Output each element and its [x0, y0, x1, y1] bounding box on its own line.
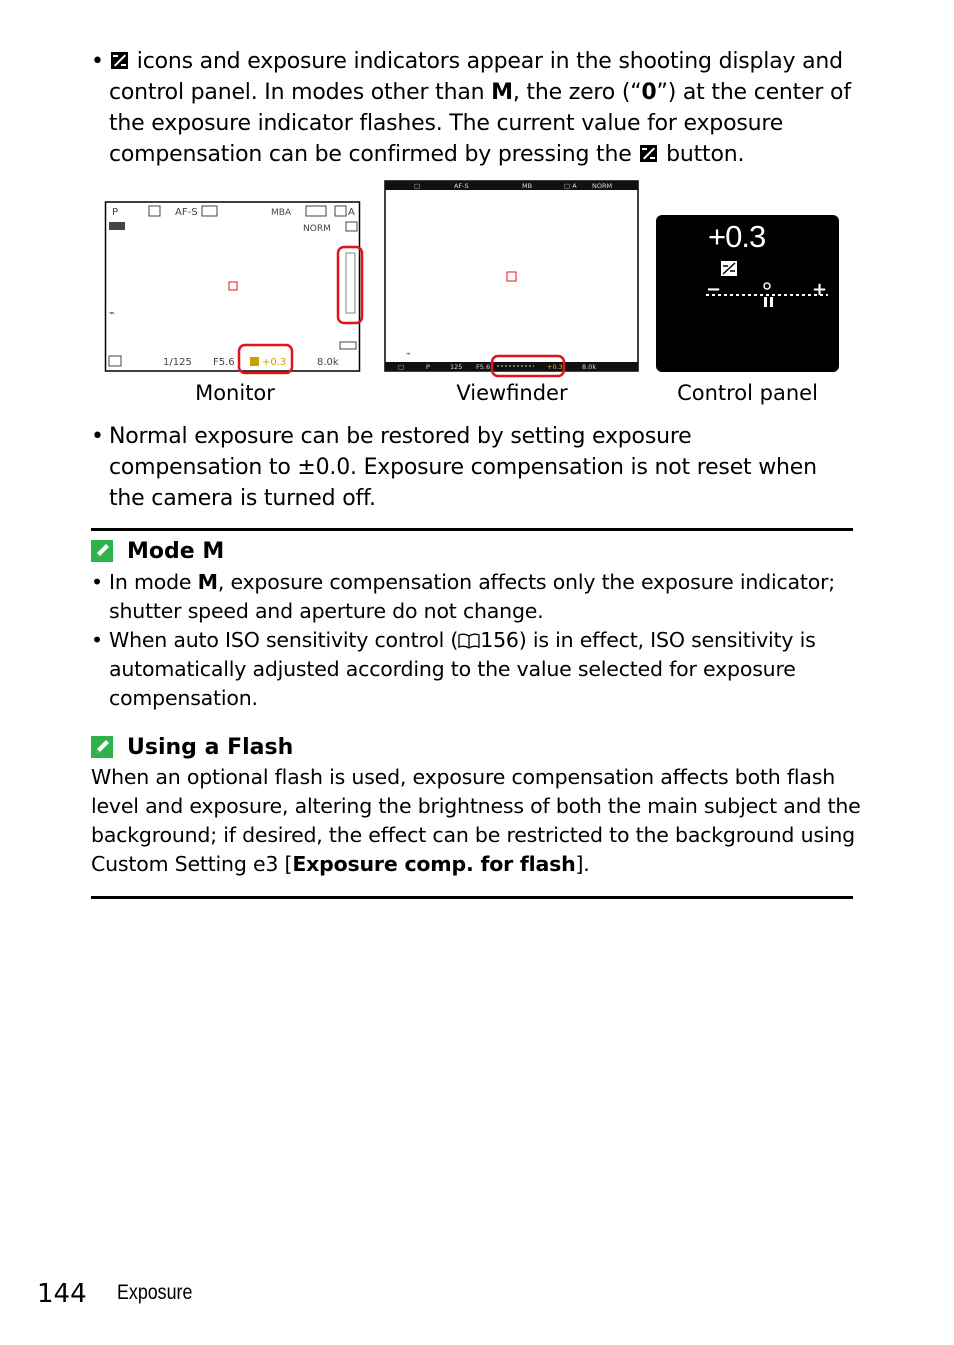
- control-panel-ev-value: +0.3: [708, 219, 766, 254]
- bullet-text: Normal exposure can be restored by setting exposure compensation to ±0.0. Exposure compensation is not reset when the camera is turned off.: [109, 424, 817, 511]
- svg-text:▢: ▢: [398, 363, 405, 371]
- note-mode-m-heading: [91, 536, 224, 567]
- monitor-aperture: F5.6: [213, 357, 235, 368]
- svg-text:A: A: [348, 207, 355, 218]
- control-panel-minus: −: [706, 279, 722, 300]
- pencil-note-icon: [91, 736, 113, 758]
- note-flash-heading: [91, 732, 293, 763]
- bullet-text: When auto ISO sensitivity control ( 156) is in effect, ISO sensitivity is automatically adjusted according to the value selected for exposure compensation.: [109, 628, 816, 710]
- svg-text:⌁: ⌁: [109, 308, 116, 319]
- bullet-dot: •: [91, 424, 104, 449]
- svg-text:▢: ▢: [414, 182, 421, 190]
- svg-text:AF-S: AF-S: [454, 182, 469, 190]
- note-mode-m-item-2: [91, 626, 851, 713]
- monitor-af-mode: AF-S: [175, 207, 198, 218]
- control-panel-figure: [656, 215, 839, 372]
- bullet-dot: •: [91, 49, 104, 74]
- exposure-compensation-icon: [111, 52, 128, 69]
- viewfinder-mode: P: [426, 363, 430, 371]
- control-panel-ev-icon: [721, 261, 737, 276]
- book-reference-icon: [458, 633, 480, 649]
- divider-top: [91, 528, 853, 531]
- control-panel-plus: +: [812, 279, 828, 300]
- control-panel-caption: Control panel: [677, 381, 818, 405]
- monitor-shutter: 1/125: [163, 357, 192, 368]
- svg-text:▢ A: ▢ A: [564, 182, 577, 190]
- monitor-caption: Monitor: [195, 381, 275, 405]
- note-flash-body: When an optional flash is used, exposure compensation affects both flash level and exposure, altering the brightness of both the main subject and the background; if desired, the effect can be restricted to the background using Custom Setting e3 [Exposure comp. for flash].: [91, 765, 861, 876]
- monitor-quality: NORM: [303, 224, 331, 234]
- bullet-exposure-icons: [91, 46, 851, 170]
- svg-text:ΜΒ: ΜΒ: [522, 182, 533, 190]
- svg-text:⌁: ⌁: [406, 349, 411, 358]
- bullet-normal-exposure: [91, 421, 851, 514]
- divider-bottom: [91, 896, 853, 899]
- viewfinder-ev-value: +0.3: [547, 363, 563, 371]
- note-mode-m-title: Mode M: [127, 539, 225, 564]
- monitor-ev-value: +0.3: [262, 357, 287, 368]
- note-flash-title: Using a Flash: [127, 735, 294, 760]
- exposure-compensation-button-icon: [640, 145, 657, 162]
- page-number: 144: [37, 1279, 87, 1309]
- bullet-text: icons and exposure indicators appear in the shooting display and control panel. In modes other than M, the zero (“0”) at the center of the exposure indicator flashes. The current value for exposure compensation can be confirmed by pressing the button.: [109, 49, 851, 167]
- viewfinder-remaining: 8.0k: [582, 363, 597, 371]
- monitor-figure: [105, 201, 361, 373]
- monitor-remaining: 8.0k: [317, 357, 339, 368]
- pencil-note-icon: [91, 540, 113, 562]
- section-name: Exposure: [117, 1281, 193, 1304]
- bullet-dot: •: [91, 570, 104, 594]
- bullet-dot: •: [91, 628, 104, 652]
- bullet-text: In mode M, exposure compensation affects only the exposure indicator; shutter speed and aperture do not change.: [109, 570, 836, 623]
- note-mode-m-item-1: [91, 568, 851, 626]
- svg-text:ΜΒΑ: ΜΒΑ: [271, 208, 292, 218]
- viewfinder-figure: [384, 180, 640, 373]
- svg-text:NORM: NORM: [592, 182, 613, 190]
- viewfinder-caption: Viewfinder: [456, 381, 568, 405]
- viewfinder-aperture: F5.6: [476, 363, 491, 371]
- viewfinder-shutter: 125: [450, 363, 463, 371]
- monitor-mode: P: [112, 207, 119, 218]
